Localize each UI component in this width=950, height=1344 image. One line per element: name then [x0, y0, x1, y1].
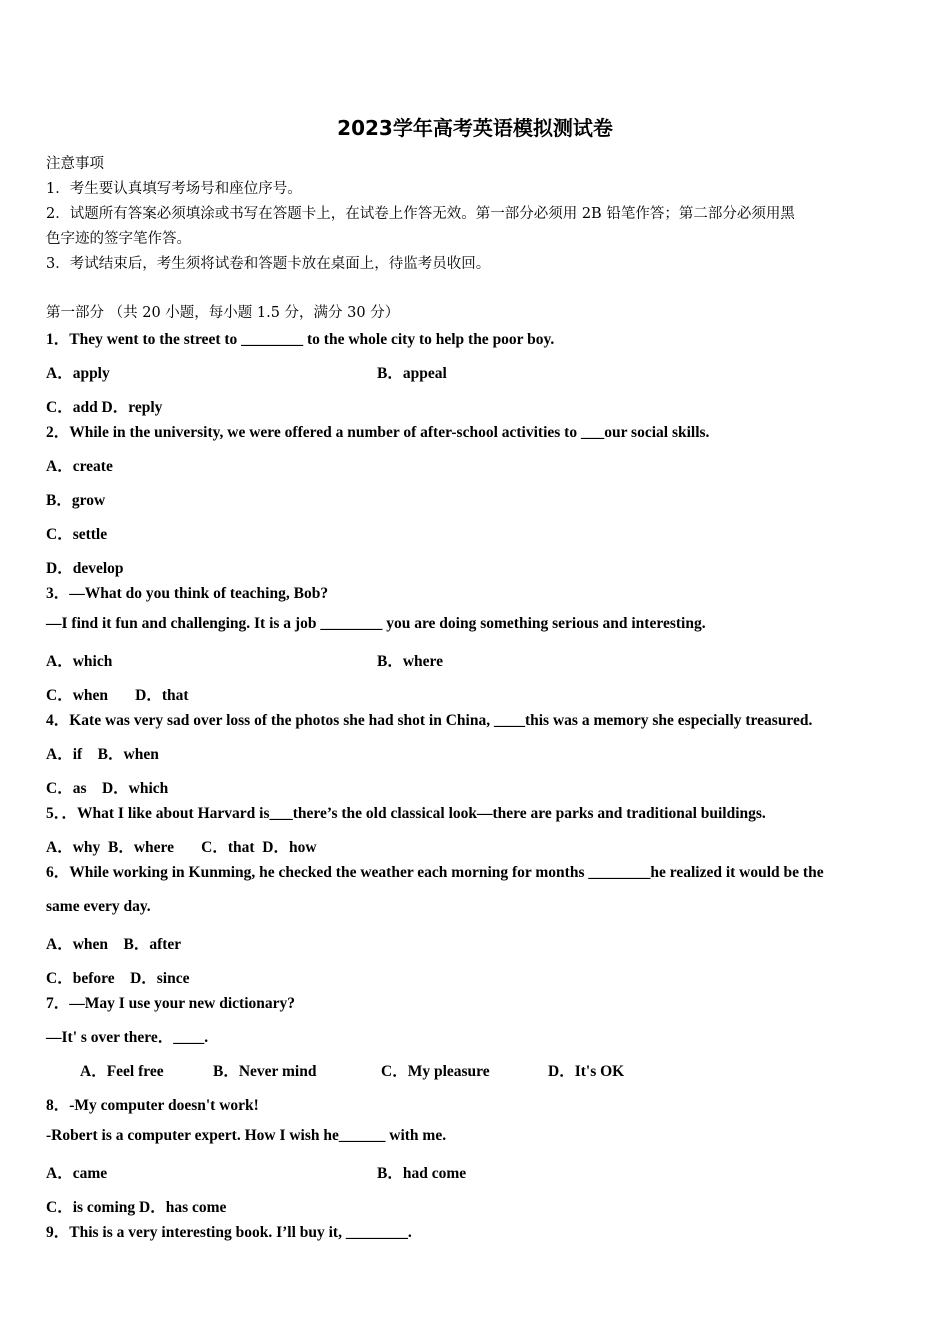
page-title: 2023学年高考英语模拟测试卷	[337, 116, 613, 140]
q1-option-b: B．appeal	[377, 365, 447, 382]
q2-option-d: D．develop	[46, 560, 124, 577]
question-3-line2: —I find it fun and challenging. It is a job ________ you are doing something serious and interesting.	[46, 615, 706, 632]
question-8-stem: 8．-My computer doesn't work!	[46, 1097, 259, 1114]
q6-option-cd: C．before D．since	[46, 970, 190, 987]
q7-option-a: A．Feel free	[80, 1063, 164, 1080]
q8-option-a: A．came	[46, 1165, 108, 1182]
question-6-stem: 6．While working in Kunming, he checked the weather each morning for months ________he realized it would be the	[46, 864, 824, 881]
q3-option-b: B．where	[377, 653, 444, 670]
q2-option-c: C．settle	[46, 526, 108, 543]
q3-option-cd: C．when D．that	[46, 687, 189, 704]
notice-item-2-cont: 色字迹的签字笔作答。	[46, 231, 191, 247]
question-6-line2: same every day.	[46, 898, 151, 915]
q1-option-cd: C．add D．reply	[46, 399, 163, 416]
question-7-line2: —It' s over there．____.	[46, 1029, 209, 1046]
q8-option-b: B．had come	[377, 1165, 467, 1182]
q3-option-a: A．which	[46, 653, 113, 670]
q7-option-d: D．It's OK	[548, 1063, 625, 1080]
question-5-stem: 5．．What I like about Harvard is___there’s the old classical look—there are parks and traditional buildings.	[46, 805, 766, 822]
q2-option-b: B．grow	[46, 492, 106, 509]
q1-option-a: A．apply	[46, 365, 110, 382]
question-9-stem: 9．This is a very interesting book. I’ll buy it, ________.	[46, 1224, 412, 1241]
question-1-stem: 1．They went to the street to ________ to the whole city to help the poor boy.	[46, 331, 555, 348]
question-7-stem: 7．—May I use your new dictionary?	[46, 995, 296, 1012]
question-3-stem: 3．—What do you think of teaching, Bob?	[46, 585, 329, 602]
q4-option-cd: C．as D．which	[46, 780, 169, 797]
section-heading: 第一部分 （共 20 小题，每小题 1.5 分，满分 30 分）	[46, 305, 400, 321]
notice-item-1: 1．考生要认真填写考场号和座位序号。	[46, 181, 302, 197]
question-8-line2: -Robert is a computer expert. How I wish he______ with me.	[46, 1127, 447, 1144]
q7-option-c: C．My pleasure	[381, 1063, 490, 1080]
q7-option-b: B．Never mind	[213, 1063, 317, 1080]
q8-option-cd: C．is coming D．has come	[46, 1199, 227, 1216]
notice-item-2: 2．试题所有答案必须填涂或书写在答题卡上，在试卷上作答无效。第一部分必须用 2B 铅笔作答；第二部分必须用黑	[46, 206, 795, 222]
notice-heading: 注意事项	[46, 156, 104, 172]
q4-option-ab: A．if B．when	[46, 746, 159, 763]
question-4-stem: 4．Kate was very sad over loss of the photos she had shot in China, ____this was a memory she especially treasured.	[46, 712, 813, 729]
question-2-stem: 2．While in the university, we were offered a number of after-school activities to ___our social skills.	[46, 424, 710, 441]
q5-options: A．why B．where C．that D．how	[46, 839, 317, 856]
notice-item-3: 3．考试结束后，考生须将试卷和答题卡放在桌面上，待监考员收回。	[46, 256, 491, 272]
q2-option-a: A．create	[46, 458, 113, 475]
q6-option-ab: A．when B．after	[46, 936, 182, 953]
